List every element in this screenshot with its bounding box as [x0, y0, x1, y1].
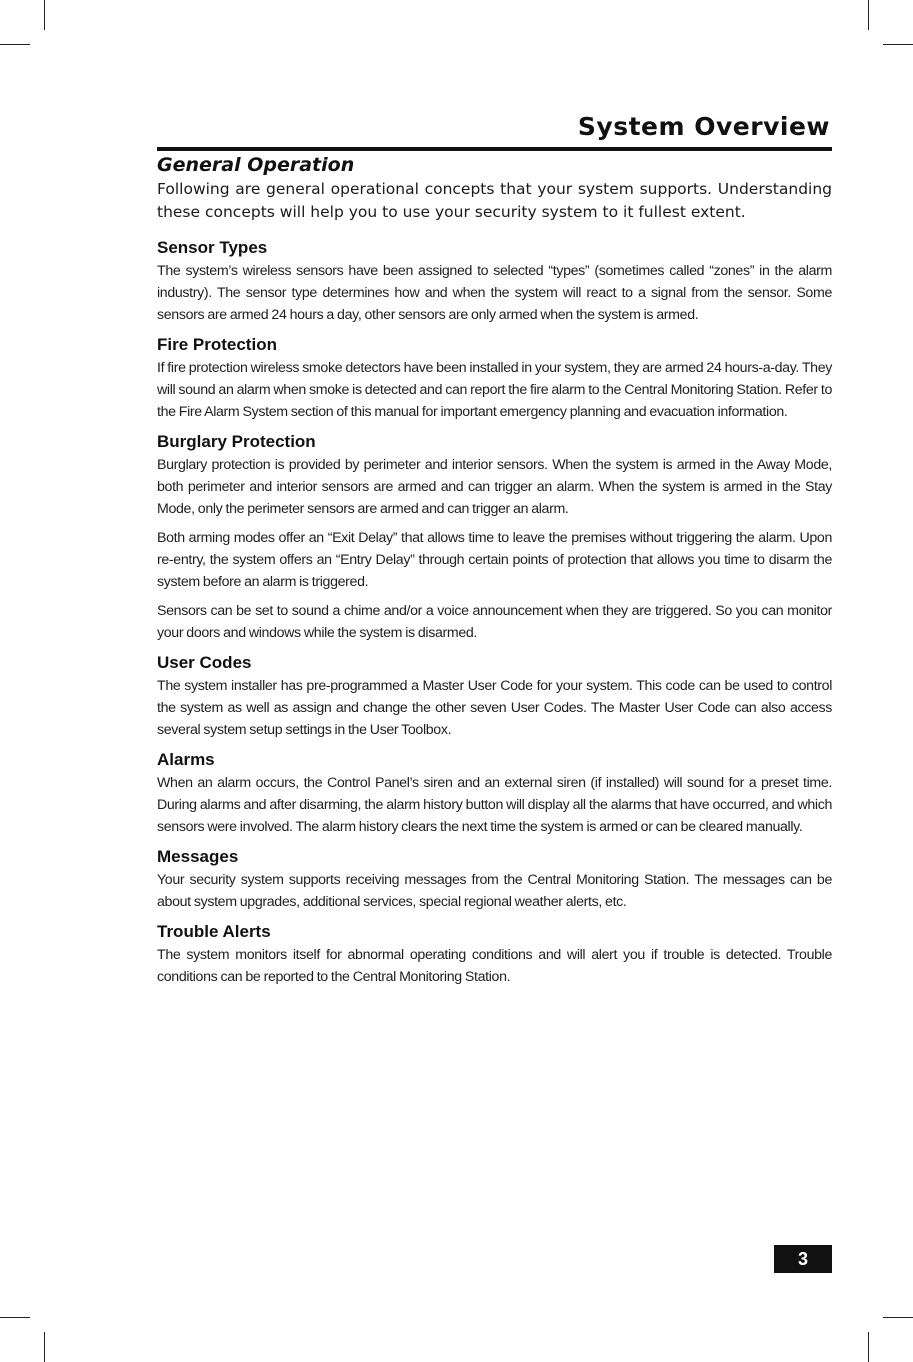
- page-header-title: System Overview: [577, 112, 830, 141]
- crop-mark: [883, 44, 913, 45]
- section-paragraph: The system’s wireless sensors have been assigned to selected “types” (sometimes called “zones” in the alarm industry). The sensor type determines how and when the system will react to a signal from the sensor. Some sensors are armed 24 hours a day, other sensors are only armed when the system is armed.: [157, 263, 832, 323]
- section-paragraph: When an alarm occurs, the Control Panel’s siren and an external siren (if installed) will sound for a preset time. During alarms and after disarming, the alarm history button will display all the alarms that have occurred, and which sensors were involved. The alarm history clears the next time the system is armed or can be cleared manually.: [157, 775, 832, 835]
- header-rule: [157, 147, 832, 151]
- section-burglary-protection: [157, 430, 832, 644]
- section-heading: Fire Protection: [157, 335, 277, 354]
- section-paragraph: If fire protection wireless smoke detectors have been installed in your system, they are armed 24 hours-a-day. They will sound an alarm when smoke is detected and can report the fire alarm to the Central Monitoring Station. Refer to the Fire Alarm System section of this manual for important emergency planning and evacuation information.: [157, 360, 832, 420]
- crop-mark: [868, 1332, 869, 1362]
- section-messages: [157, 845, 832, 913]
- section-paragraph: Sensors can be set to sound a chime and/or a voice announcement when they are triggered. So you can monitor your doors and windows while the system is disarmed.: [157, 603, 832, 641]
- section-paragraph: Burglary protection is provided by perimeter and interior sensors. When the system is armed in the Away Mode, both perimeter and interior sensors are armed and can trigger an alarm. When the system is armed in the Stay Mode, only the perimeter sensors are armed and can trigger an alarm.: [157, 457, 832, 517]
- section-paragraph: The system monitors itself for abnormal operating conditions and will alert you if trouble is detected. Trouble conditions can be reported to the Central Monitoring Station.: [157, 947, 832, 985]
- section-paragraph: The system installer has pre-programmed a Master User Code for your system. This code can be used to control the system as well as assign and change the other seven User Codes. The Master User Code can also access several system setup settings in the User Toolbox.: [157, 678, 832, 738]
- section-alarms: [157, 748, 832, 838]
- crop-mark: [0, 44, 30, 45]
- crop-mark: [44, 0, 45, 30]
- section-heading: User Codes: [157, 653, 252, 672]
- section-heading: Sensor Types: [157, 238, 268, 257]
- section-heading: Messages: [157, 847, 239, 866]
- section-heading: Burglary Protection: [157, 432, 316, 451]
- page-content: [157, 152, 832, 995]
- page-number: 3: [774, 1245, 832, 1273]
- section-fire-protection: [157, 333, 832, 423]
- section-heading: Alarms: [157, 750, 215, 769]
- crop-mark: [883, 1317, 913, 1318]
- section-paragraph: Your security system supports receiving messages from the Central Monitoring Station. The messages can be about system upgrades, additional services, special regional weather alerts, etc.: [157, 872, 832, 910]
- crop-mark: [0, 1317, 30, 1318]
- section-user-codes: [157, 651, 832, 741]
- crop-mark: [868, 0, 869, 30]
- crop-mark: [44, 1332, 45, 1362]
- general-operation-intro: Following are general operational concepts that your system supports. Understanding these concepts will help you to use your security system to it fullest extent.: [157, 180, 832, 221]
- section-heading: Trouble Alerts: [157, 922, 271, 941]
- general-operation-title: General Operation: [157, 154, 355, 176]
- section-trouble-alerts: [157, 920, 832, 988]
- section-sensor-types: [157, 236, 832, 326]
- section-paragraph: Both arming modes offer an “Exit Delay” that allows time to leave the premises without triggering the alarm. Upon re-entry, the system offers an “Entry Delay” through certain points of protection that allows you time to disarm the system before an alarm is triggered.: [157, 530, 832, 590]
